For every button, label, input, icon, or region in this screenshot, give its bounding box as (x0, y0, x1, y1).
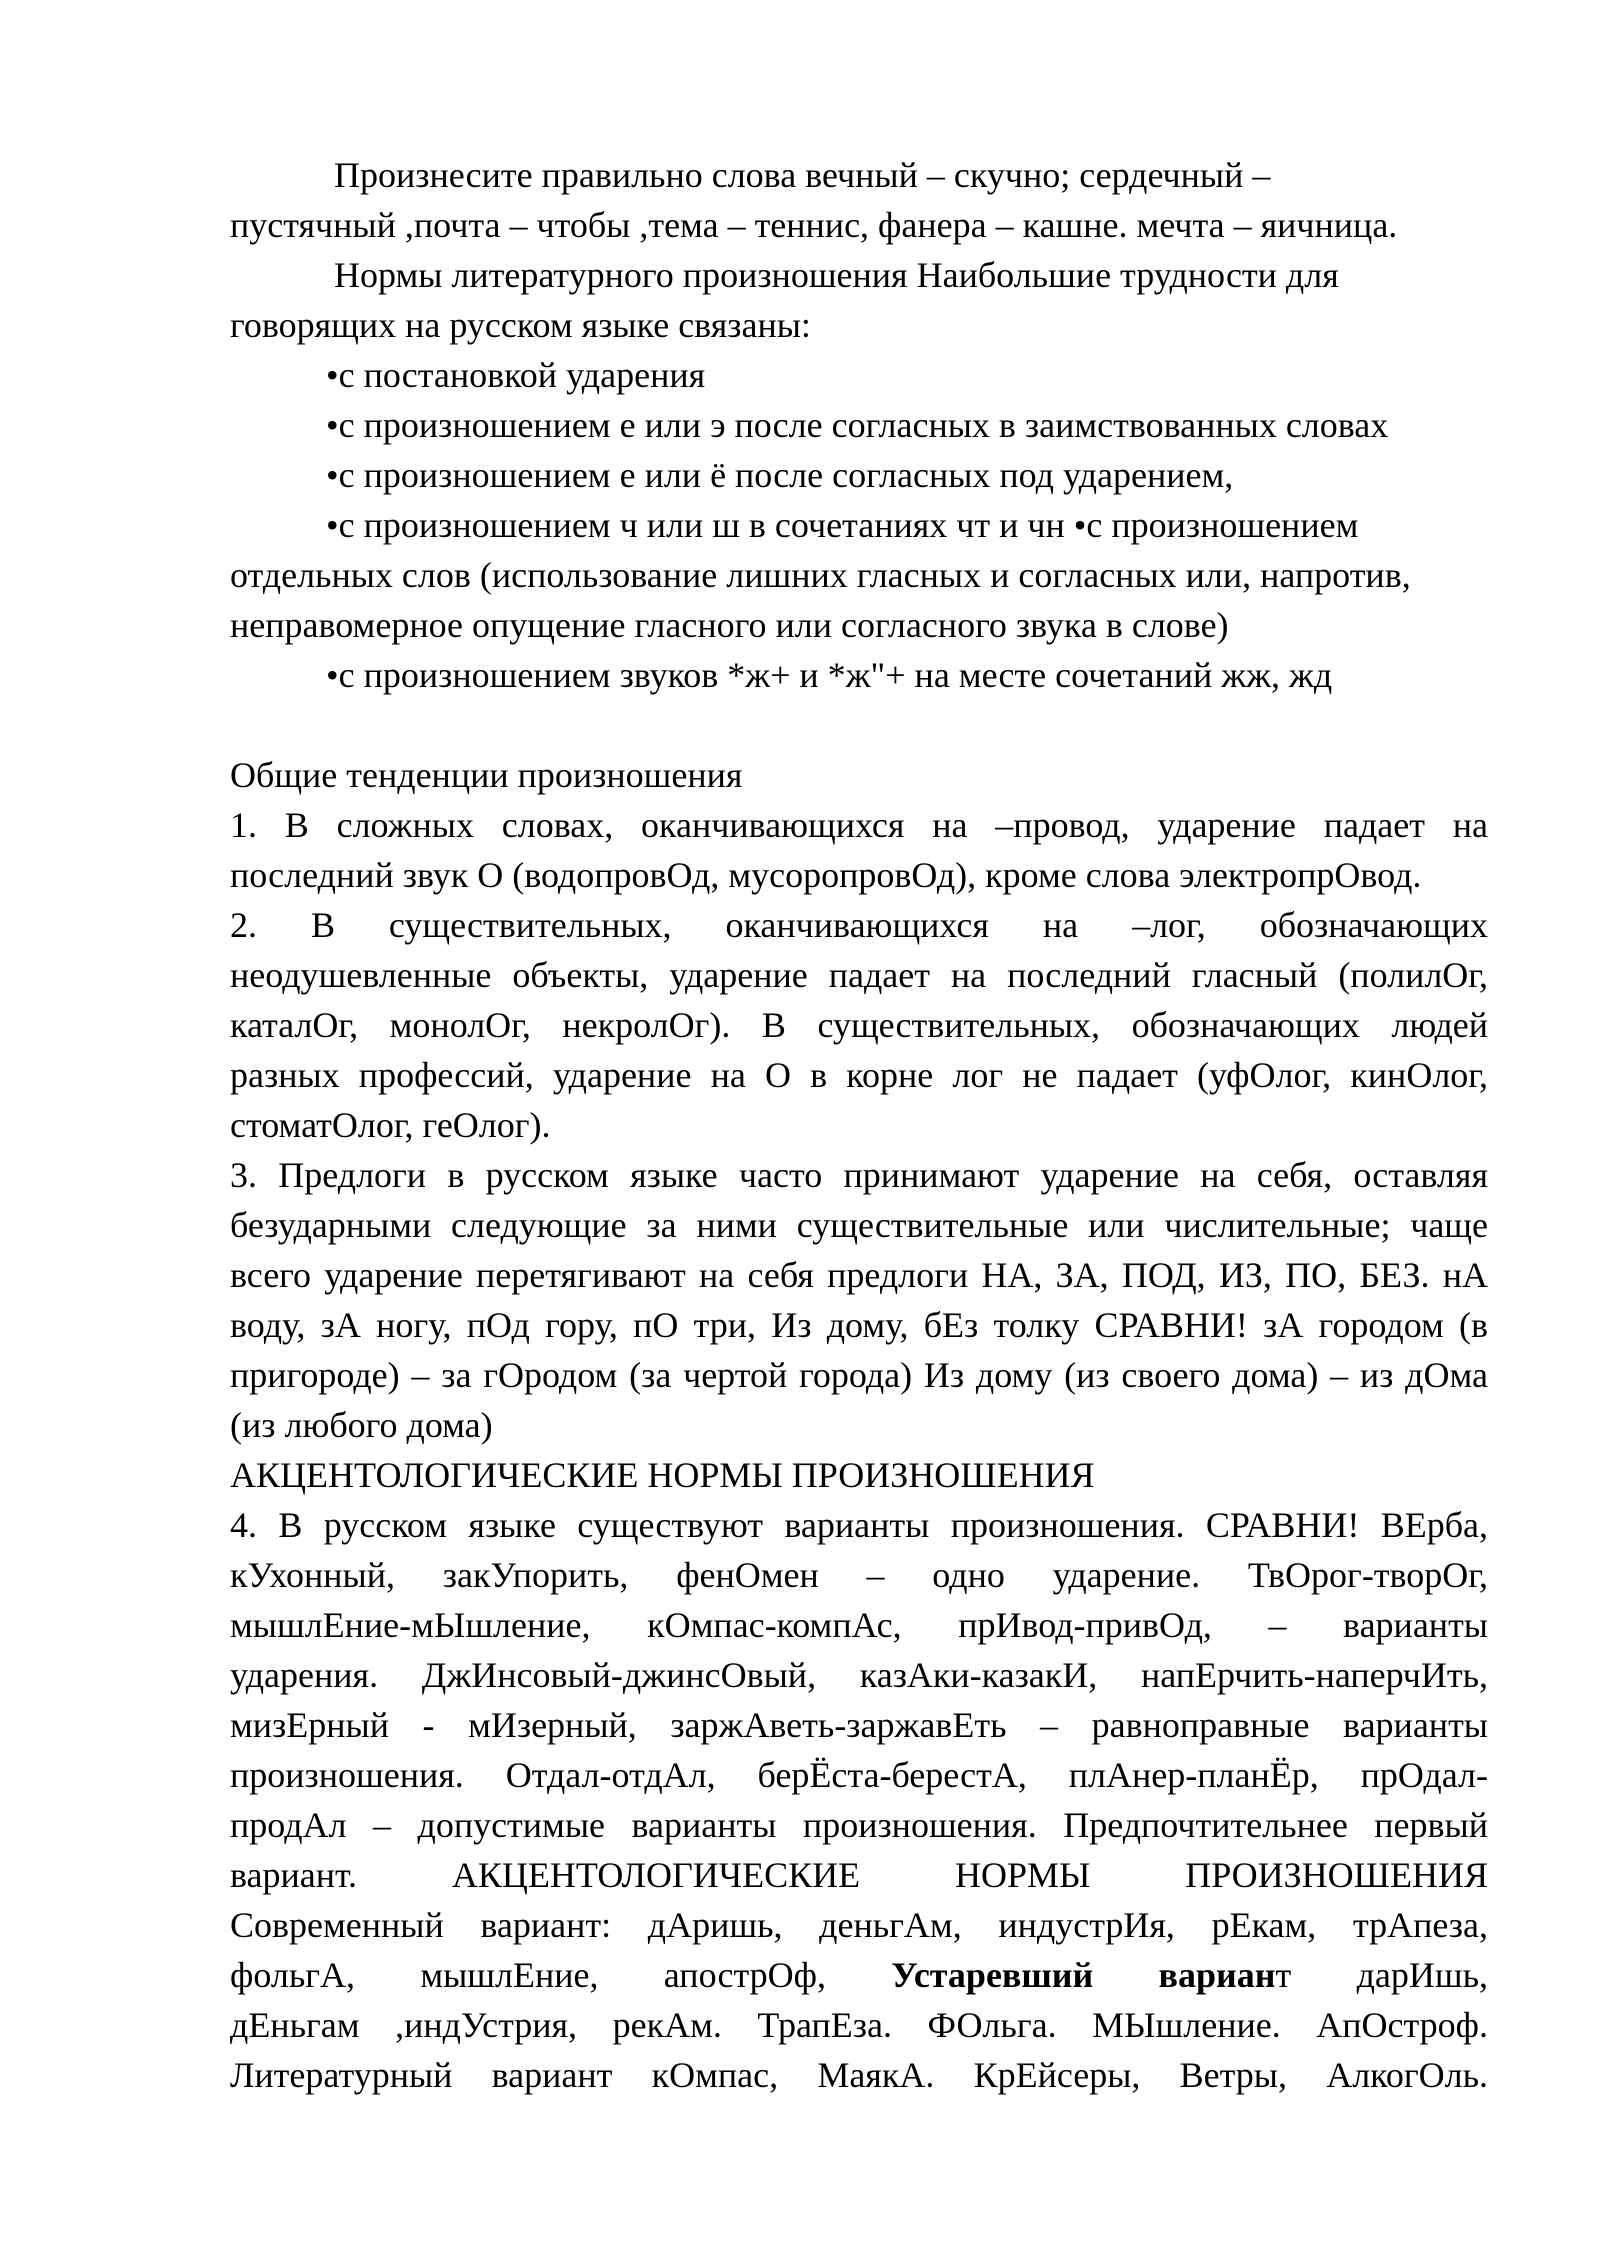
paragraph-line: последний звук О (водопровОд, мусоропровОд), кроме слова электропрОвод. (230, 855, 1422, 895)
paragraph-line: вариант. АКЦЕНТОЛОГИЧЕСКИЕ НОРМЫ ПРОИЗНОШЕНИЯ (230, 1855, 1488, 1895)
bold-text-run: Устаревший вариан (891, 1955, 1276, 1995)
bullet-item: •с произношением звуков *ж+ и *ж"+ на месте сочетаний жж, жд (326, 655, 1333, 695)
paragraph-line: Современный вариант: дАришь, деньгАм, индустрИя, рЕкам, трАпеза, (230, 1905, 1488, 1945)
paragraph-line: каталОг, монолОг, некролОг). В существительных, обозначающих людей (230, 1005, 1488, 1045)
bullet-item: •с произношением е или ё после согласных под ударением, (326, 455, 1234, 495)
paragraph-line: пригороде) – за гОродом (за чертой города) Из дому (из своего дома) – из дОма (230, 1355, 1488, 1395)
paragraph-line: кУхонный, закУпорить, фенОмен – одно ударение. ТвОрог-творОг, (230, 1555, 1488, 1595)
paragraph-line: дЕньгам ,индУстрия, рекАм. ТрапЕза. ФОльга. МЫшление. АпОстроф. (230, 2005, 1488, 2045)
section-heading: Общие тенденции произношения (230, 755, 743, 795)
paragraph-line: мизЕрный - мИзерный, заржАветь-заржавЕть – равноправные варианты (230, 1705, 1488, 1745)
paragraph-line: 1. В сложных словах, оканчивающихся на –провод, ударение падает на (230, 805, 1488, 845)
paragraph-line: ударения. ДжИнсовый-джинсОвый, казАки-казакИ, напЕрчить-наперчИть, (230, 1655, 1488, 1695)
text-run: фольгА, мышлЕние, апострОф, (230, 1955, 826, 1995)
paragraph-line: 2. В существительных, оканчивающихся на –лог, обозначающих (230, 905, 1488, 945)
paragraph-line: произношения. Отдал-отдАл, берЁста-берестА, плАнер-планЁр, прОдал- (230, 1755, 1488, 1795)
paragraph-line-mixed (230, 1950, 1488, 2000)
paragraph-line: Литературный вариант кОмпас, МаякА. КрЕйсеры, Ветры, АлкогОль. (230, 2055, 1488, 2095)
paragraph-line: Произнесите правильно слова вечный – скучно; сердечный – (334, 155, 1271, 195)
paragraph-line: стоматОлог, геОлог). (230, 1105, 551, 1145)
bullet-item: •с произношением е или э после согласных в заимствованных словах (326, 405, 1389, 445)
bullet-item: •с произношением ч или ш в сочетаниях чт и чн •с произношением (326, 505, 1359, 545)
paragraph-line: неодушевленные объекты, ударение падает на последний гласный (полилОг, (230, 955, 1488, 995)
paragraph-line: продАл – допустимые варианты произношения. Предпочтительнее первый (230, 1805, 1488, 1845)
paragraph-line: говорящих на русском языке связаны: (230, 305, 811, 345)
paragraph-line: (из любого дома) (230, 1405, 493, 1445)
paragraph-line: 4. В русском языке существуют варианты произношения. СРАВНИ! ВЕрба, (230, 1505, 1488, 1545)
text-run: т дарИшь, (1275, 1955, 1489, 1995)
paragraph-line: отдельных слов (использование лишних гласных и согласных или, напротив, (230, 555, 1411, 595)
paragraph-line: мышлЕние-мЫшление, кОмпас-компАс, прИвод-привОд, – варианты (230, 1605, 1488, 1645)
blank-line (230, 700, 1488, 750)
paragraph-line: 3. Предлоги в русском языке часто принимают ударение на себя, оставляя (230, 1155, 1488, 1195)
paragraph-line: неправомерное опущение гласного или согласного звука в слове) (230, 605, 1229, 645)
paragraph-line: разных профессий, ударение на О в корне лог не падает (уфОлог, кинОлог, (230, 1055, 1488, 1095)
paragraph-line: пустячный ,почта – чтобы ,тема – теннис, фанера – кашне. мечта – яичница. (230, 205, 1398, 245)
paragraph-line: Нормы литературного произношения Наибольшие трудности для (334, 255, 1339, 295)
paragraph-line: воду, зА ногу, пОд гору, пО три, Из дому, бЕз толку СРАВНИ! зА городом (в (230, 1305, 1488, 1345)
paragraph-line: всего ударение перетягивают на себя предлоги НА, ЗА, ПОД, ИЗ, ПО, БЕЗ. нА (230, 1255, 1488, 1295)
bullet-item: •с постановкой ударения (326, 355, 706, 395)
paragraph-line: безударными следующие за ними существительные или числительные; чаще (230, 1205, 1488, 1245)
section-heading: АКЦЕНТОЛОГИЧЕСКИЕ НОРМЫ ПРОИЗНОШЕНИЯ (230, 1455, 1095, 1495)
document-body (230, 150, 1488, 2100)
